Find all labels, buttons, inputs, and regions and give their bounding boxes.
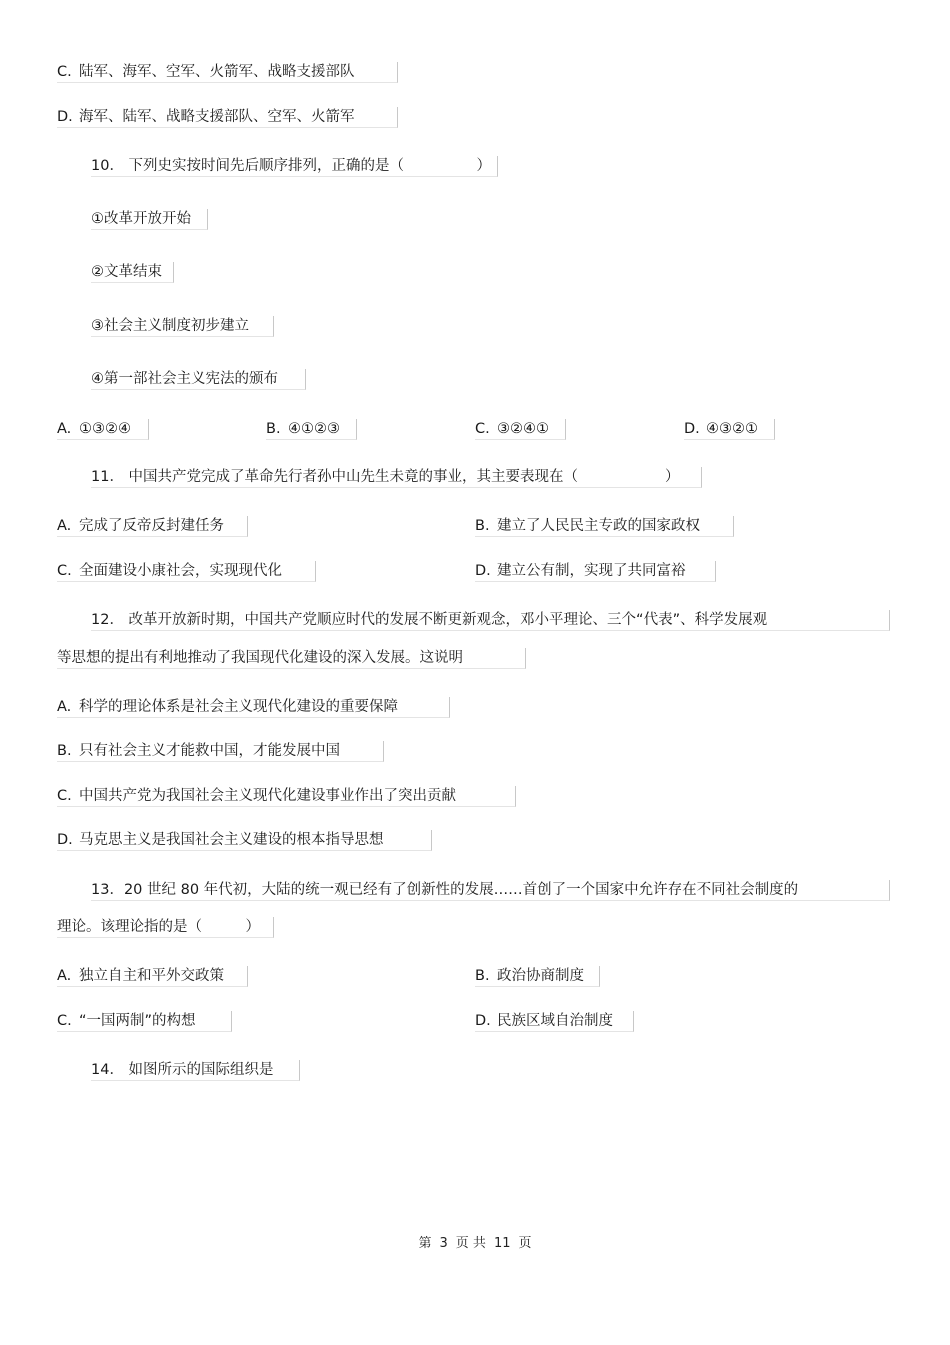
option-text: ④①②③ xyxy=(288,421,340,437)
q12-option-d[interactable] xyxy=(57,830,432,851)
q13-option-b[interactable] xyxy=(475,966,600,987)
q10-option-a[interactable] xyxy=(57,419,149,440)
option-letter: C. xyxy=(57,788,72,804)
option-letter: D. xyxy=(57,832,73,848)
option-text: 建立了人民民主专政的国家政权 xyxy=(497,518,700,534)
option-text: 中国共产党为我国社会主义现代化建设事业作出了突出贡献 xyxy=(79,788,456,804)
option-letter: A. xyxy=(57,518,72,534)
option-letter: D. xyxy=(57,109,73,125)
option-text: “一国两制”的构想 xyxy=(79,1013,196,1029)
q9-option-c[interactable] xyxy=(57,62,398,83)
option-letter: D. xyxy=(475,563,491,579)
option-text: 科学的理论体系是社会主义现代化建设的重要保障 xyxy=(79,699,398,715)
q12-option-a[interactable] xyxy=(57,697,450,718)
q9-option-d[interactable] xyxy=(57,107,398,128)
q11-option-d[interactable] xyxy=(475,561,716,582)
option-letter: C. xyxy=(57,1013,72,1029)
option-letter: A. xyxy=(57,699,72,715)
option-letter: A. xyxy=(57,421,72,437)
option-text: 全面建设小康社会，实现现代化 xyxy=(79,563,282,579)
option-text: ③②④① xyxy=(497,421,549,437)
q14-stem: 14． 如图所示的国际组织是 xyxy=(91,1060,300,1081)
q10-stem: 10． 下列史实按时间先后顺序排列，正确的是（ ） xyxy=(91,156,498,177)
q10-option-c[interactable] xyxy=(475,419,566,440)
q13-stem-line2: 理论。该理论指的是（ ） xyxy=(57,917,274,938)
option-letter: A. xyxy=(57,968,72,984)
q13-option-d[interactable] xyxy=(475,1011,634,1032)
option-letter: D. xyxy=(475,1013,491,1029)
q10-item-1: ①改革开放开始 xyxy=(91,209,208,230)
footer-post: 页 xyxy=(518,1236,532,1251)
page-total: 11 xyxy=(493,1236,511,1251)
option-text: ④③②① xyxy=(706,421,758,437)
q11-option-a[interactable] xyxy=(57,516,248,537)
q13-stem-line1: 13．20 世纪 80 年代初，大陆的统一观已经有了创新性的发展……首创了一个国家中允许存在不同社会制度的 xyxy=(91,880,890,901)
q10-option-b[interactable] xyxy=(266,419,357,440)
footer-mid: 页 共 xyxy=(455,1236,486,1251)
footer-pre: 第 xyxy=(418,1236,432,1251)
q10-item-4: ④第一部社会主义宪法的颁布 xyxy=(91,369,306,390)
option-text: 独立自主和平外交政策 xyxy=(79,968,224,984)
q10-item-3: ③社会主义制度初步建立 xyxy=(91,316,274,337)
option-text: 海军、陆军、战略支援部队、空军、火箭军 xyxy=(79,109,355,125)
option-text: 建立公有制，实现了共同富裕 xyxy=(497,563,686,579)
option-letter: B. xyxy=(57,743,72,759)
page-footer xyxy=(0,1234,950,1254)
option-text: 马克思主义是我国社会主义建设的根本指导思想 xyxy=(79,832,384,848)
q11-option-b[interactable] xyxy=(475,516,734,537)
option-text: 只有社会主义才能救中国，才能发展中国 xyxy=(79,743,340,759)
q12-option-b[interactable] xyxy=(57,741,384,762)
option-text: 完成了反帝反封建任务 xyxy=(79,518,224,534)
option-letter: C. xyxy=(57,563,72,579)
q10-option-d[interactable] xyxy=(684,419,775,440)
option-text: 民族区域自治制度 xyxy=(497,1013,613,1029)
option-text: 陆军、海军、空军、火箭军、战略支援部队 xyxy=(79,64,355,80)
q13-option-c[interactable] xyxy=(57,1011,232,1032)
q10-item-2: ②文革结束 xyxy=(91,262,174,283)
option-letter: C. xyxy=(57,64,72,80)
q13-option-a[interactable] xyxy=(57,966,248,987)
q12-stem-line1: 12． 改革开放新时期，中国共产党顺应时代的发展不断更新观念，邓小平理论、三个“代表”、科学发展观 xyxy=(91,610,890,631)
option-letter: B. xyxy=(266,421,281,437)
option-text: 政治协商制度 xyxy=(497,968,584,984)
q11-stem: 11． 中国共产党完成了革命先行者孙中山先生未竟的事业，其主要表现在（ ） xyxy=(91,467,702,488)
option-text: ①③②④ xyxy=(79,421,131,437)
option-letter: D. xyxy=(684,421,700,437)
option-letter: B. xyxy=(475,968,490,984)
q12-stem-line2: 等思想的提出有利地推动了我国现代化建设的深入发展。这说明 xyxy=(57,648,526,669)
option-letter: B. xyxy=(475,518,490,534)
q11-option-c[interactable] xyxy=(57,561,316,582)
option-letter: C. xyxy=(475,421,490,437)
page-number: 3 xyxy=(439,1236,448,1251)
q12-option-c[interactable] xyxy=(57,786,516,807)
